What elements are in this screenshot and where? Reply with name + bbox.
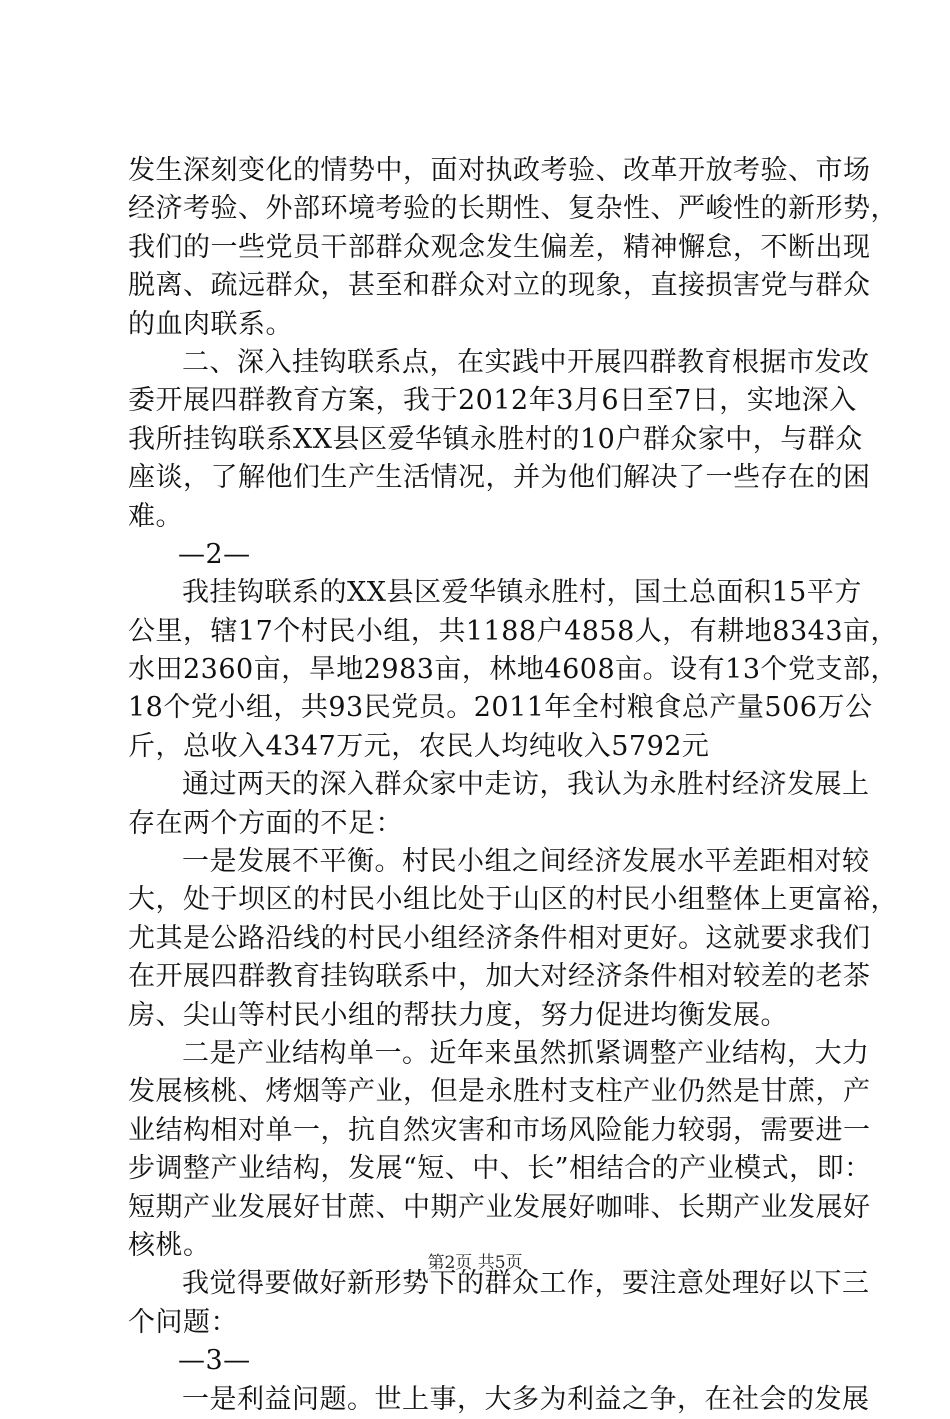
paragraph-start-line: 一是发展不平衡。村民小组之间经济发展水平差距相对较 [182,846,870,878]
text-line: 的血肉联系。 [128,308,293,340]
text-line: 业结构相对单一，抗自然灾害和市场风险能力较弱，需要进一 [128,1114,871,1146]
page-marker: —3— [178,1345,251,1377]
text-line: 18个党小组，共93民党员。2011年全村粮食总产量506万公 [128,692,873,724]
text-line: 尤其是公路沿线的村民小组经济条件相对更好。这就要求我们 [128,922,871,954]
text-line: 斤，总收入4347万元，农民人均纯收入5792元 [128,730,710,762]
page-marker: —2— [178,538,251,570]
paragraph-start-line: 通过两天的深入群众家中走访，我认为永胜村经济发展上 [182,769,870,801]
paragraph-start-line: 二、深入挂钩联系点，在实践中开展四群教育根据市发改 [182,346,870,378]
page-number-footer: 第2页 共5页 [427,1253,523,1273]
paragraph-start-line: 二是产业结构单一。近年来虽然抓紧调整产业结构，大力 [182,1037,870,1069]
paragraph-start-line: 一是利益问题。世上事，大多为利益之争，在社会的发展 [182,1383,870,1415]
text-line: 难。 [128,500,183,532]
text-line: 委开展四群教育方案，我于2012年3月6日至7日，实地深入 [128,385,857,417]
text-line: 我们的一些党员干部群众观念发生偏差，精神懈怠，不断出现 [128,231,871,263]
paragraph-start-line: 我挂钩联系的XX县区爱华镇永胜村，国土总面积15平方 [182,577,862,609]
text-line: 公里，辖17个村民小组，共1188户4858人，有耕地8343亩， [128,615,898,647]
text-line: 我所挂钩联系XX县区爱华镇永胜村的10户群众家中，与群众 [128,423,863,455]
text-line: 存在两个方面的不足： [128,807,403,839]
document-body [128,152,898,1419]
text-line: 核桃。 [128,1229,211,1261]
text-line: 脱离、疏远群众，甚至和群众对立的现象，直接损害党与群众 [128,270,871,302]
paragraph-start-line: 我觉得要做好新形势下的群众工作，要注意处理好以下三 [182,1268,870,1300]
text-line: 发展核桃、烤烟等产业，但是永胜村支柱产业仍然是甘蔗，产 [128,1076,871,1108]
text-line: 个问题： [128,1306,238,1338]
text-line: 发生深刻变化的情势中，面对执政考验、改革开放考验、市场 [128,155,871,186]
text-line: 大，处于坝区的村民小组比处于山区的村民小组整体上更富裕， [128,884,898,916]
text-line: 经济考验、外部环境考验的长期性、复杂性、严峻性的新形势， [128,193,898,225]
text-line: 短期产业发展好甘蔗、中期产业发展好咖啡、长期产业发展好 [128,1191,871,1223]
text-line: 座谈，了解他们生产生活情况，并为他们解决了一些存在的困 [128,462,871,494]
text-line: 在开展四群教育挂钩联系中，加大对经济条件相对较差的老茶 [128,961,871,993]
text-line: 水田2360亩，旱地2983亩，林地4608亩。设有13个党支部， [128,654,898,686]
text-line: 房、尖山等村民小组的帮扶力度，努力促进均衡发展。 [128,999,788,1031]
text-line: 步调整产业结构，发展“短、中、长”相结合的产业模式，即： [128,1153,872,1185]
